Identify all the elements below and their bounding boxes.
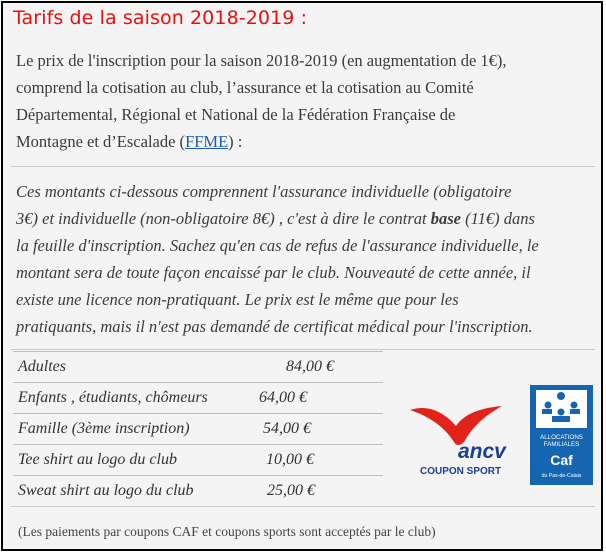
insurance-line: existe une licence non-pratiquant. Le prix est le même que pour les (16, 290, 459, 309)
insurance-line: montant sera de toute façon encaissé par le club. Nouveauté de cette année, il (16, 263, 531, 282)
divider (11, 349, 595, 350)
ffme-link[interactable]: FFME (185, 132, 229, 151)
insurance-line: Ces montants ci-dessous comprennent l'assurance individuelle (obligatoire (16, 182, 512, 201)
table-row (13, 351, 383, 382)
tarif-price: 84,00 € (286, 358, 334, 375)
caf-line1: ALLOCATIONS (540, 434, 583, 441)
caf-brand: Caf (550, 452, 573, 468)
insurance-line: pratiquants, mais il n'est pas demandé de certificat médical pour l'inscription. (16, 317, 533, 336)
tarif-price: 64,00 € (259, 389, 307, 406)
tarif-price: 10,00 € (266, 451, 314, 468)
intro-line: Montagne et d’Escalade ( (16, 132, 186, 151)
table-row (13, 413, 383, 444)
insurance-line: la feuille d'inscription. Sachez qu'en cas de refus de l'assurance individuelle, le (16, 236, 539, 255)
tarif-label: Enfants , étudiants, chômeurs (18, 389, 208, 406)
intro-line: comprend la cotisation au club, l’assurance et la cotisation au Comité (16, 78, 474, 97)
tarif-price: 25,00 € (267, 482, 315, 499)
intro-line: Le prix de l'inscription pour la saison 2018-2019 (en augmentation de 1€), (16, 51, 507, 70)
divider (11, 166, 595, 167)
tarif-label: Adultes (18, 358, 66, 375)
tarifs-panel (1, 1, 603, 551)
section-title: Tarifs de la saison 2018-2019 : (13, 7, 308, 29)
ancv-subtitle: COUPON SPORT (420, 466, 502, 477)
caf-line2: FAMILIALES (543, 441, 580, 448)
intro-line: Départemental, Régional et National de la Fédération Française de (16, 105, 456, 124)
tarif-label: Famille (3ème inscription) (18, 420, 190, 437)
insurance-line: 3€) et individuelle (non-obligatoire 8€) , c'est à dire le contrat (16, 209, 431, 228)
payment-note: (Les paiements par coupons CAF et coupons sports sont acceptés par le club) (18, 524, 436, 539)
insurance-line: (11€) dans (460, 209, 535, 228)
caf-logo (530, 385, 593, 485)
tarif-price: 54,00 € (263, 420, 311, 437)
table-row (13, 382, 383, 413)
intro-line-end: ) : (228, 132, 243, 151)
ancv-coupon-sport-logo (408, 398, 518, 478)
insurance-paragraph (16, 178, 594, 340)
ancv-brand: ancv (458, 440, 506, 463)
table-row (13, 475, 383, 507)
table-row (13, 444, 383, 475)
intro-paragraph (16, 47, 594, 155)
tarif-label: Sweat shirt au logo du club (18, 482, 194, 499)
tarif-label: Tee shirt au logo du club (18, 451, 177, 468)
tarifs-table (13, 351, 383, 507)
caf-region: du Pas-de-Calais (541, 473, 582, 479)
insurance-emphasis: base (430, 209, 461, 228)
divider (11, 506, 595, 507)
